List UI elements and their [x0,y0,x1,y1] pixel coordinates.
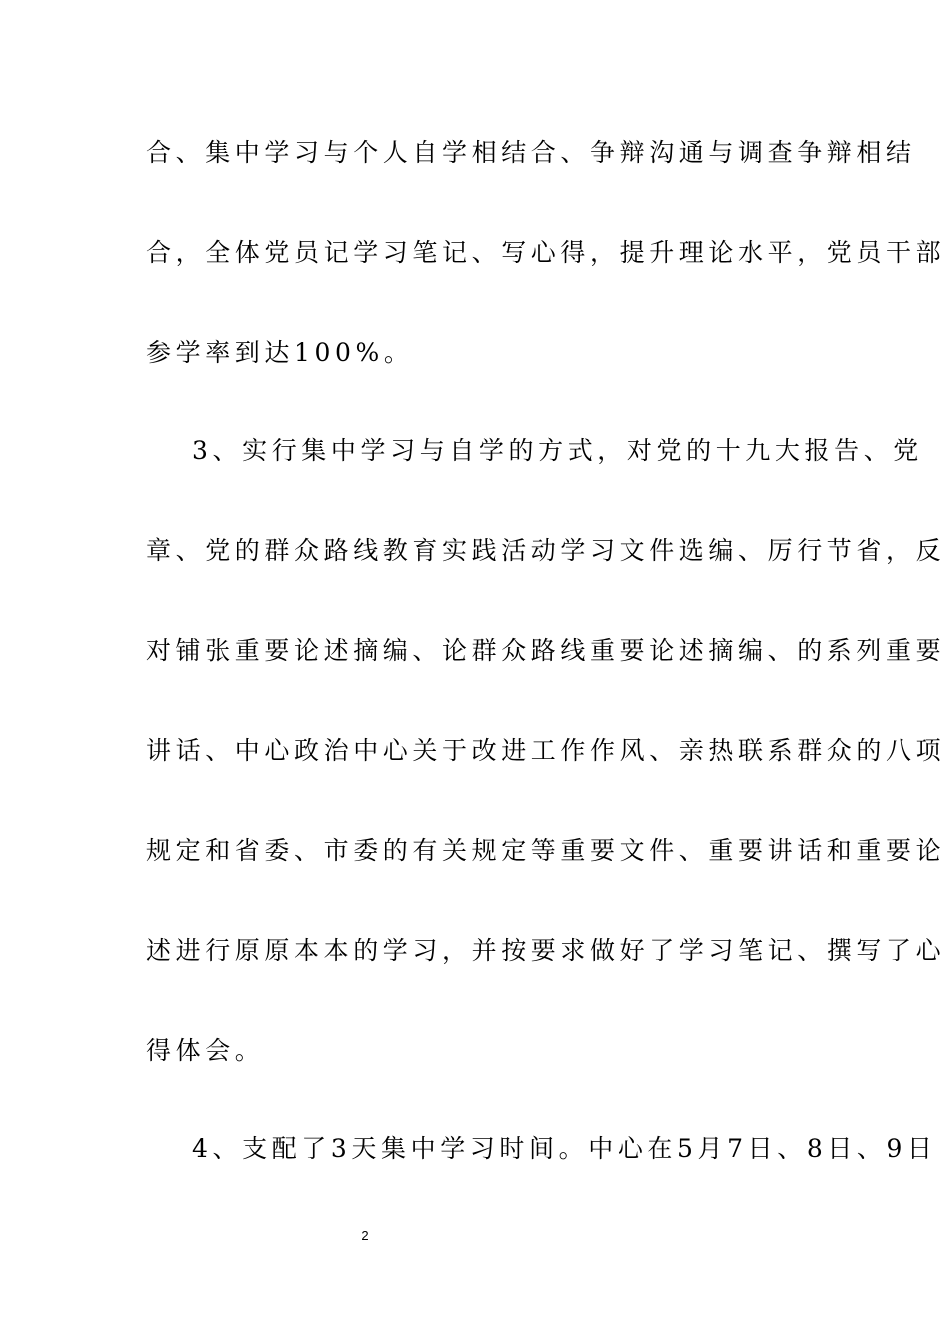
body-text-line: 讲话、中心政治中心关于改进工作作风、亲热联系群众的八项 [146,736,946,765]
body-text-line: 对铺张重要论述摘编、论群众路线重要论述摘编、的系列重要 [146,636,946,665]
page-number: 2 [361,1228,369,1243]
body-text-line: 述进行原原本本的学习，并按要求做好了学习笔记、撰写了心 [146,936,946,965]
body-text-line: 章、党的群众路线教育实践活动学习文件选编、厉行节省，反 [146,536,946,565]
body-text-line: 合，全体党员记学习笔记、写心得，提升理论水平，党员干部 [146,238,946,267]
body-text-line: 得体会。 [146,1036,265,1065]
body-text-line: 合、集中学习与个人自学相结合、争辩沟通与调查争辩相结 [146,138,916,167]
paragraph-3-first-line: 3、实行集中学习与自学的方式，对党的十九大报告、党 [192,436,923,465]
body-text-line: 参学率到达100%。 [146,338,414,367]
body-text-line: 规定和省委、市委的有关规定等重要文件、重要讲话和重要论 [146,836,946,865]
paragraph-4-first-line: 4、支配了3天集中学习时间。中心在5月7日、8日、9日 [192,1134,937,1163]
